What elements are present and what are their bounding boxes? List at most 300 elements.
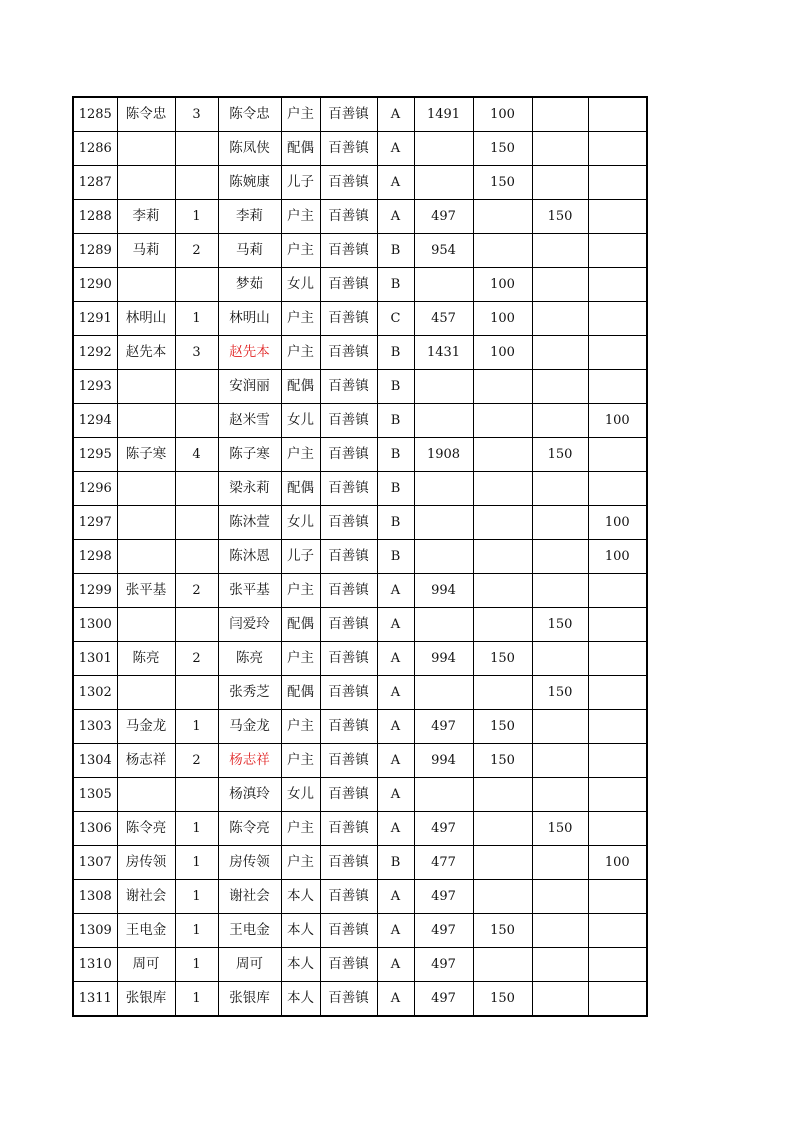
amount-3-cell	[532, 370, 588, 404]
town-cell: 百善镇	[320, 370, 377, 404]
grade-cell: A	[377, 132, 414, 166]
member-name-cell: 杨志祥	[218, 744, 281, 778]
table-row	[73, 574, 647, 608]
household-head-cell	[117, 608, 175, 642]
amount-2-cell: 150	[473, 744, 532, 778]
amount-2-cell: 150	[473, 642, 532, 676]
grade-cell: A	[377, 574, 414, 608]
amount-4-cell	[588, 200, 647, 234]
grade-cell: A	[377, 812, 414, 846]
household-head-cell	[117, 540, 175, 574]
household-size-cell	[175, 132, 218, 166]
amount-4-cell	[588, 234, 647, 268]
row-number-cell: 1304	[73, 744, 117, 778]
amount-2-cell	[473, 778, 532, 812]
amount-2-cell	[473, 404, 532, 438]
amount-3-cell	[532, 880, 588, 914]
row-number-cell: 1299	[73, 574, 117, 608]
table-row	[73, 370, 647, 404]
household-size-cell: 4	[175, 438, 218, 472]
town-cell: 百善镇	[320, 642, 377, 676]
household-head-cell: 李莉	[117, 200, 175, 234]
amount-3-cell	[532, 574, 588, 608]
table-row	[73, 506, 647, 540]
table-row	[73, 97, 647, 132]
member-name-cell: 马莉	[218, 234, 281, 268]
grade-cell: B	[377, 846, 414, 880]
amount-1-cell: 497	[414, 914, 473, 948]
household-size-cell: 2	[175, 234, 218, 268]
row-number-cell: 1289	[73, 234, 117, 268]
row-number-cell: 1310	[73, 948, 117, 982]
table-row	[73, 472, 647, 506]
amount-1-cell	[414, 370, 473, 404]
amount-1-cell	[414, 132, 473, 166]
member-name-cell: 安润丽	[218, 370, 281, 404]
amount-1-cell	[414, 676, 473, 710]
relation-cell: 配偶	[281, 370, 320, 404]
amount-3-cell	[532, 97, 588, 132]
amount-3-cell	[532, 914, 588, 948]
table-row	[73, 982, 647, 1017]
row-number-cell: 1293	[73, 370, 117, 404]
amount-4-cell	[588, 778, 647, 812]
household-size-cell: 2	[175, 574, 218, 608]
grade-cell: A	[377, 608, 414, 642]
relation-cell: 配偶	[281, 472, 320, 506]
amount-4-cell: 100	[588, 540, 647, 574]
amount-1-cell: 457	[414, 302, 473, 336]
relation-cell: 本人	[281, 982, 320, 1017]
row-number-cell: 1291	[73, 302, 117, 336]
town-cell: 百善镇	[320, 336, 377, 370]
amount-3-cell	[532, 846, 588, 880]
amount-1-cell	[414, 404, 473, 438]
row-number-cell: 1288	[73, 200, 117, 234]
table-row	[73, 540, 647, 574]
amount-2-cell: 100	[473, 336, 532, 370]
amount-2-cell: 100	[473, 268, 532, 302]
household-size-cell	[175, 370, 218, 404]
row-number-cell: 1297	[73, 506, 117, 540]
amount-2-cell	[473, 540, 532, 574]
town-cell: 百善镇	[320, 97, 377, 132]
member-name-cell: 马金龙	[218, 710, 281, 744]
row-number-cell: 1300	[73, 608, 117, 642]
amount-4-cell	[588, 812, 647, 846]
grade-cell: A	[377, 880, 414, 914]
relation-cell: 儿子	[281, 166, 320, 200]
relation-cell: 女儿	[281, 268, 320, 302]
town-cell: 百善镇	[320, 880, 377, 914]
town-cell: 百善镇	[320, 234, 377, 268]
amount-3-cell	[532, 132, 588, 166]
amount-3-cell	[532, 778, 588, 812]
amount-4-cell: 100	[588, 846, 647, 880]
amount-3-cell	[532, 948, 588, 982]
member-name-cell: 周可	[218, 948, 281, 982]
amount-1-cell	[414, 268, 473, 302]
grade-cell: A	[377, 97, 414, 132]
town-cell: 百善镇	[320, 438, 377, 472]
town-cell: 百善镇	[320, 914, 377, 948]
town-cell: 百善镇	[320, 404, 377, 438]
table-row	[73, 132, 647, 166]
household-size-cell: 1	[175, 948, 218, 982]
town-cell: 百善镇	[320, 948, 377, 982]
table-body	[73, 97, 647, 1016]
amount-2-cell	[473, 880, 532, 914]
table-row	[73, 336, 647, 370]
amount-3-cell	[532, 982, 588, 1017]
table-row	[73, 234, 647, 268]
amount-3-cell	[532, 268, 588, 302]
amount-2-cell	[473, 608, 532, 642]
amount-1-cell: 497	[414, 710, 473, 744]
household-head-cell: 王电金	[117, 914, 175, 948]
amount-1-cell: 497	[414, 812, 473, 846]
amount-3-cell	[532, 744, 588, 778]
household-head-cell: 林明山	[117, 302, 175, 336]
household-head-cell: 陈子寒	[117, 438, 175, 472]
amount-1-cell	[414, 166, 473, 200]
table-row	[73, 268, 647, 302]
household-head-cell	[117, 676, 175, 710]
household-size-cell: 1	[175, 982, 218, 1017]
relation-cell: 本人	[281, 914, 320, 948]
amount-2-cell: 100	[473, 97, 532, 132]
amount-2-cell	[473, 472, 532, 506]
household-size-cell	[175, 778, 218, 812]
member-name-cell: 陈令亮	[218, 812, 281, 846]
relation-cell: 配偶	[281, 608, 320, 642]
town-cell: 百善镇	[320, 846, 377, 880]
amount-2-cell	[473, 370, 532, 404]
relation-cell: 本人	[281, 948, 320, 982]
household-head-cell	[117, 370, 175, 404]
amount-4-cell	[588, 370, 647, 404]
amount-4-cell	[588, 676, 647, 710]
table-row	[73, 710, 647, 744]
member-name-cell: 张银库	[218, 982, 281, 1017]
household-head-cell: 周可	[117, 948, 175, 982]
household-head-cell: 马莉	[117, 234, 175, 268]
amount-3-cell	[532, 506, 588, 540]
member-name-cell: 李莉	[218, 200, 281, 234]
amount-4-cell	[588, 268, 647, 302]
amount-1-cell: 994	[414, 744, 473, 778]
amount-4-cell	[588, 336, 647, 370]
amount-4-cell	[588, 744, 647, 778]
household-head-cell: 赵先本	[117, 336, 175, 370]
amount-2-cell: 150	[473, 710, 532, 744]
row-number-cell: 1306	[73, 812, 117, 846]
household-head-cell: 陈亮	[117, 642, 175, 676]
amount-1-cell	[414, 608, 473, 642]
amount-3-cell	[532, 540, 588, 574]
row-number-cell: 1311	[73, 982, 117, 1017]
member-name-cell: 张平基	[218, 574, 281, 608]
relation-cell: 户主	[281, 574, 320, 608]
amount-4-cell	[588, 97, 647, 132]
relation-cell: 女儿	[281, 778, 320, 812]
town-cell: 百善镇	[320, 982, 377, 1017]
household-head-cell	[117, 778, 175, 812]
household-size-cell: 3	[175, 336, 218, 370]
row-number-cell: 1294	[73, 404, 117, 438]
grade-cell: B	[377, 404, 414, 438]
row-number-cell: 1285	[73, 97, 117, 132]
row-number-cell: 1290	[73, 268, 117, 302]
relation-cell: 户主	[281, 744, 320, 778]
grade-cell: A	[377, 778, 414, 812]
amount-2-cell	[473, 812, 532, 846]
grade-cell: A	[377, 948, 414, 982]
row-number-cell: 1307	[73, 846, 117, 880]
grade-cell: C	[377, 302, 414, 336]
row-number-cell: 1286	[73, 132, 117, 166]
table-row	[73, 166, 647, 200]
table-row	[73, 914, 647, 948]
amount-4-cell	[588, 574, 647, 608]
row-number-cell: 1309	[73, 914, 117, 948]
grade-cell: A	[377, 744, 414, 778]
member-name-cell: 赵米雪	[218, 404, 281, 438]
household-head-cell: 张平基	[117, 574, 175, 608]
household-size-cell: 1	[175, 846, 218, 880]
amount-3-cell	[532, 336, 588, 370]
member-name-cell: 陈婉康	[218, 166, 281, 200]
household-size-cell	[175, 472, 218, 506]
household-size-cell: 1	[175, 200, 218, 234]
amount-1-cell: 477	[414, 846, 473, 880]
relation-cell: 户主	[281, 846, 320, 880]
amount-2-cell: 150	[473, 914, 532, 948]
household-size-cell	[175, 268, 218, 302]
town-cell: 百善镇	[320, 812, 377, 846]
household-head-cell: 陈令亮	[117, 812, 175, 846]
relation-cell: 儿子	[281, 540, 320, 574]
household-size-cell	[175, 676, 218, 710]
household-size-cell: 1	[175, 914, 218, 948]
amount-2-cell	[473, 676, 532, 710]
amount-1-cell: 497	[414, 982, 473, 1017]
relation-cell: 户主	[281, 642, 320, 676]
town-cell: 百善镇	[320, 676, 377, 710]
town-cell: 百善镇	[320, 132, 377, 166]
grade-cell: B	[377, 506, 414, 540]
grade-cell: B	[377, 438, 414, 472]
amount-1-cell: 497	[414, 948, 473, 982]
member-name-cell: 谢社会	[218, 880, 281, 914]
household-size-cell	[175, 166, 218, 200]
member-name-cell: 陈凤侠	[218, 132, 281, 166]
amount-2-cell	[473, 846, 532, 880]
table-row	[73, 812, 647, 846]
household-size-cell: 1	[175, 302, 218, 336]
grade-cell: A	[377, 200, 414, 234]
amount-4-cell: 100	[588, 404, 647, 438]
amount-1-cell	[414, 506, 473, 540]
grade-cell: B	[377, 370, 414, 404]
amount-4-cell	[588, 710, 647, 744]
member-name-cell: 陈子寒	[218, 438, 281, 472]
table-row	[73, 744, 647, 778]
amount-3-cell: 150	[532, 608, 588, 642]
household-head-cell: 张银库	[117, 982, 175, 1017]
table-row	[73, 948, 647, 982]
amount-3-cell	[532, 234, 588, 268]
row-number-cell: 1298	[73, 540, 117, 574]
town-cell: 百善镇	[320, 506, 377, 540]
grade-cell: A	[377, 166, 414, 200]
amount-4-cell	[588, 982, 647, 1017]
grade-cell: A	[377, 642, 414, 676]
member-name-cell: 闫爱玲	[218, 608, 281, 642]
household-head-cell: 陈令忠	[117, 97, 175, 132]
amount-3-cell	[532, 642, 588, 676]
grade-cell: A	[377, 914, 414, 948]
amount-2-cell: 150	[473, 166, 532, 200]
relation-cell: 配偶	[281, 676, 320, 710]
household-size-cell	[175, 540, 218, 574]
amount-2-cell	[473, 506, 532, 540]
table-row	[73, 642, 647, 676]
amount-2-cell	[473, 438, 532, 472]
amount-4-cell	[588, 642, 647, 676]
row-number-cell: 1302	[73, 676, 117, 710]
household-size-cell	[175, 506, 218, 540]
grade-cell: B	[377, 472, 414, 506]
town-cell: 百善镇	[320, 778, 377, 812]
table-row	[73, 608, 647, 642]
amount-4-cell	[588, 914, 647, 948]
household-head-cell: 谢社会	[117, 880, 175, 914]
amount-1-cell	[414, 540, 473, 574]
table-row	[73, 880, 647, 914]
grade-cell: A	[377, 676, 414, 710]
town-cell: 百善镇	[320, 472, 377, 506]
amount-2-cell: 100	[473, 302, 532, 336]
amount-1-cell: 1431	[414, 336, 473, 370]
relation-cell: 户主	[281, 710, 320, 744]
town-cell: 百善镇	[320, 166, 377, 200]
relation-cell: 户主	[281, 97, 320, 132]
amount-2-cell	[473, 200, 532, 234]
amount-1-cell	[414, 778, 473, 812]
relation-cell: 户主	[281, 234, 320, 268]
amount-1-cell: 994	[414, 642, 473, 676]
household-head-cell	[117, 404, 175, 438]
amount-4-cell	[588, 302, 647, 336]
town-cell: 百善镇	[320, 200, 377, 234]
row-number-cell: 1287	[73, 166, 117, 200]
table-row	[73, 302, 647, 336]
amount-4-cell	[588, 472, 647, 506]
household-size-cell: 1	[175, 710, 218, 744]
household-head-cell	[117, 268, 175, 302]
relation-cell: 户主	[281, 302, 320, 336]
row-number-cell: 1301	[73, 642, 117, 676]
amount-2-cell	[473, 234, 532, 268]
household-size-cell: 2	[175, 744, 218, 778]
amount-4-cell: 100	[588, 506, 647, 540]
table-row	[73, 846, 647, 880]
amount-1-cell: 497	[414, 880, 473, 914]
town-cell: 百善镇	[320, 540, 377, 574]
amount-3-cell	[532, 404, 588, 438]
household-head-cell	[117, 472, 175, 506]
amount-4-cell	[588, 132, 647, 166]
member-name-cell: 梁永莉	[218, 472, 281, 506]
household-head-cell: 杨志祥	[117, 744, 175, 778]
member-name-cell: 陈令忠	[218, 97, 281, 132]
household-head-cell	[117, 132, 175, 166]
household-size-cell: 2	[175, 642, 218, 676]
amount-1-cell: 994	[414, 574, 473, 608]
amount-2-cell: 150	[473, 982, 532, 1017]
household-size-cell: 1	[175, 880, 218, 914]
household-size-cell: 3	[175, 97, 218, 132]
grade-cell: B	[377, 540, 414, 574]
row-number-cell: 1305	[73, 778, 117, 812]
amount-3-cell	[532, 710, 588, 744]
row-number-cell: 1308	[73, 880, 117, 914]
household-head-cell: 马金龙	[117, 710, 175, 744]
relation-cell: 户主	[281, 438, 320, 472]
row-number-cell: 1296	[73, 472, 117, 506]
amount-4-cell	[588, 166, 647, 200]
town-cell: 百善镇	[320, 608, 377, 642]
grade-cell: B	[377, 336, 414, 370]
table-row	[73, 676, 647, 710]
row-number-cell: 1303	[73, 710, 117, 744]
household-head-cell	[117, 166, 175, 200]
table-row	[73, 200, 647, 234]
household-subsidy-table	[72, 96, 648, 1017]
row-number-cell: 1295	[73, 438, 117, 472]
member-name-cell: 陈沐萱	[218, 506, 281, 540]
relation-cell: 配偶	[281, 132, 320, 166]
amount-3-cell	[532, 166, 588, 200]
table-row	[73, 438, 647, 472]
amount-1-cell: 954	[414, 234, 473, 268]
row-number-cell: 1292	[73, 336, 117, 370]
amount-1-cell: 1491	[414, 97, 473, 132]
amount-4-cell	[588, 608, 647, 642]
household-size-cell	[175, 404, 218, 438]
member-name-cell: 梦茹	[218, 268, 281, 302]
relation-cell: 女儿	[281, 404, 320, 438]
amount-3-cell: 150	[532, 438, 588, 472]
relation-cell: 本人	[281, 880, 320, 914]
household-head-cell	[117, 506, 175, 540]
member-name-cell: 林明山	[218, 302, 281, 336]
relation-cell: 女儿	[281, 506, 320, 540]
member-name-cell: 杨滇玲	[218, 778, 281, 812]
member-name-cell: 张秀芝	[218, 676, 281, 710]
amount-1-cell: 1908	[414, 438, 473, 472]
amount-3-cell	[532, 472, 588, 506]
amount-2-cell: 150	[473, 132, 532, 166]
amount-4-cell	[588, 948, 647, 982]
table-row	[73, 404, 647, 438]
amount-3-cell: 150	[532, 200, 588, 234]
relation-cell: 户主	[281, 200, 320, 234]
amount-3-cell: 150	[532, 676, 588, 710]
amount-1-cell: 497	[414, 200, 473, 234]
amount-1-cell	[414, 472, 473, 506]
